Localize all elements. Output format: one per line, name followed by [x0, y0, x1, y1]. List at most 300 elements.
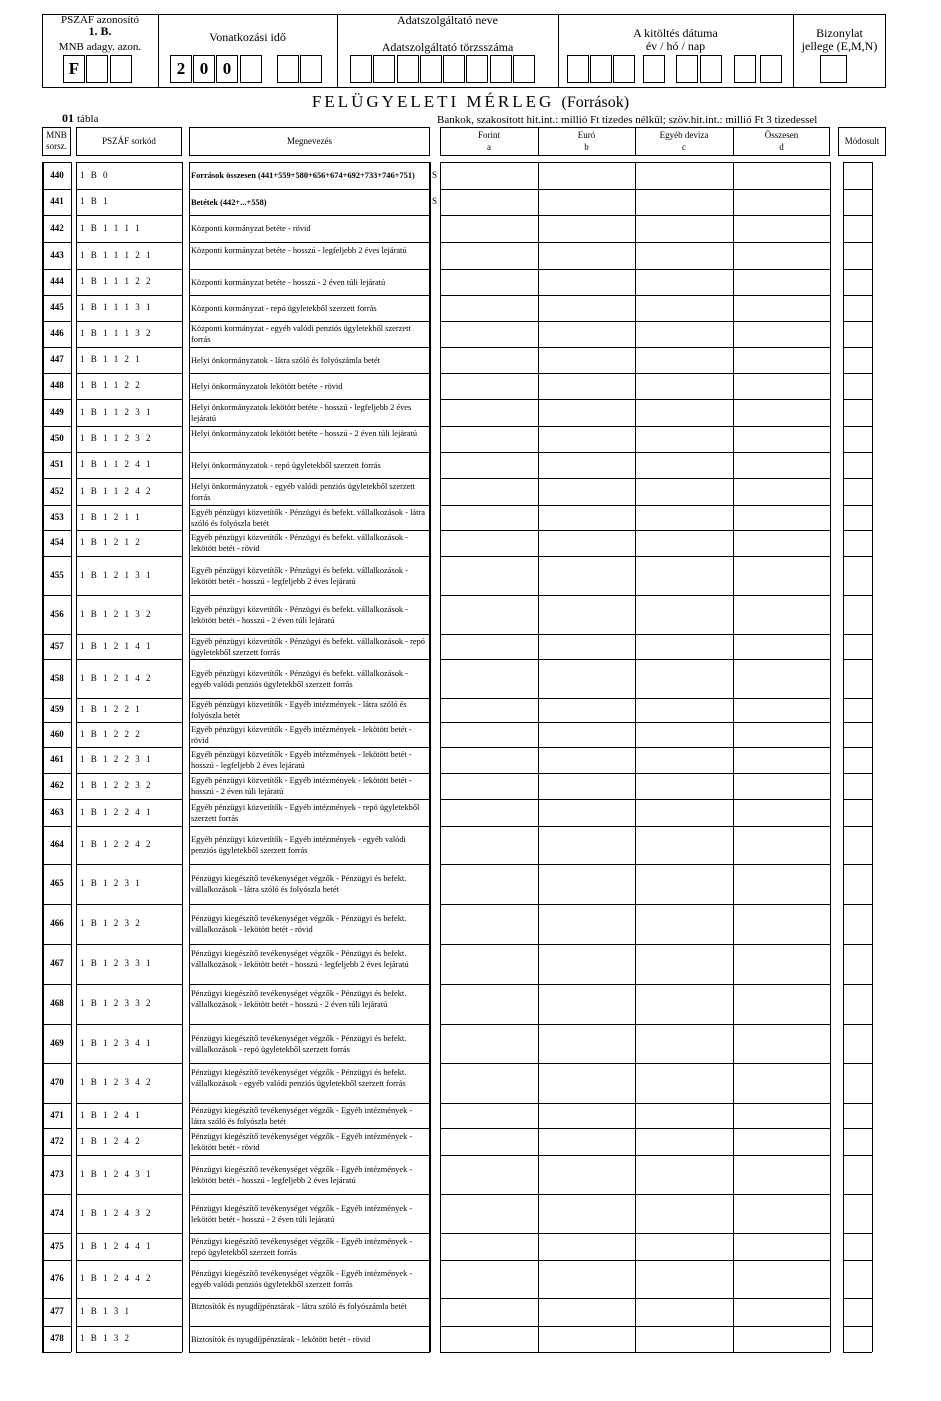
row-mnb-number: 457 — [50, 640, 64, 651]
provider-reg-cell[interactable] — [443, 55, 465, 83]
euro-cell[interactable] — [539, 865, 635, 904]
other-currency-cell[interactable] — [636, 945, 733, 984]
row-mnb-number: 478 — [50, 1333, 64, 1343]
total-cell[interactable] — [734, 163, 830, 189]
euro-cell[interactable] — [539, 774, 635, 799]
forint-cell[interactable] — [441, 1234, 538, 1260]
euro-cell[interactable] — [539, 1327, 635, 1352]
row-border — [189, 773, 430, 774]
total-cell[interactable] — [734, 774, 830, 799]
forint-cell[interactable] — [441, 985, 538, 1024]
row-pszaf-code: 1 B 1 2 4 3 2 — [80, 1207, 153, 1218]
other-currency-cell[interactable] — [636, 596, 733, 634]
other-currency-cell[interactable] — [636, 1327, 733, 1352]
column-border — [429, 162, 430, 1352]
fill-date-cell[interactable] — [700, 55, 722, 83]
other-currency-cell[interactable] — [636, 865, 733, 904]
modified-cell[interactable] — [844, 1327, 872, 1352]
modified-cell[interactable] — [844, 699, 872, 722]
row-pszaf-code: 1 B 1 2 4 2 — [80, 1135, 142, 1146]
forint-cell[interactable] — [441, 400, 538, 426]
other-currency-cell[interactable] — [636, 723, 733, 747]
euro-cell[interactable] — [539, 1195, 635, 1233]
modified-cell[interactable] — [844, 1234, 872, 1260]
other-currency-cell[interactable] — [636, 1299, 733, 1326]
row-pszaf-code: 1 B 1 2 1 4 2 — [80, 672, 153, 683]
total-cell[interactable] — [734, 699, 830, 722]
modified-cell[interactable] — [844, 190, 872, 215]
other-currency-cell[interactable] — [636, 270, 733, 295]
forint-cell[interactable] — [441, 270, 538, 295]
row-border — [42, 984, 71, 985]
row-border — [76, 295, 182, 296]
row-border — [189, 556, 430, 557]
total-cell[interactable] — [734, 1025, 830, 1063]
total-cell[interactable] — [734, 216, 830, 242]
total-cell[interactable] — [734, 748, 830, 773]
row-border — [42, 1260, 71, 1261]
euro-cell[interactable] — [539, 596, 635, 634]
total-cell[interactable] — [734, 479, 830, 505]
euro-cell[interactable] — [539, 1025, 635, 1063]
modified-cell[interactable] — [844, 596, 872, 634]
other-currency-cell[interactable] — [636, 800, 733, 826]
row-border — [189, 984, 430, 985]
other-currency-cell[interactable] — [636, 1195, 733, 1233]
other-currency-cell[interactable] — [636, 985, 733, 1024]
forint-cell[interactable] — [441, 1064, 538, 1103]
row-description: Pénzügyi kiegészítő tevékenységet végzők - Egyéb intézmények - látra szóló és folyószla betét — [191, 1105, 413, 1126]
euro-cell[interactable] — [539, 699, 635, 722]
column-border — [830, 162, 831, 1352]
unit-note: Bankok, szakosított hit.int.: millió Ft tizedes nélkül; szöv.hit.int.: millió Ft 3 tizedessel — [437, 114, 818, 126]
modified-cell[interactable] — [844, 748, 872, 773]
modified-cell[interactable] — [844, 322, 872, 347]
euro-cell[interactable] — [539, 163, 635, 189]
other-currency-cell[interactable] — [636, 827, 733, 864]
forint-cell[interactable] — [441, 660, 538, 698]
other-currency-cell[interactable] — [636, 635, 733, 659]
forint-cell[interactable] — [441, 1104, 538, 1128]
total-cell[interactable] — [734, 190, 830, 215]
other-currency-cell[interactable] — [636, 531, 733, 556]
euro-cell[interactable] — [539, 190, 635, 215]
col-header-euro-label: Euró — [577, 130, 596, 140]
euro-cell[interactable] — [539, 635, 635, 659]
provider-reg-cell[interactable] — [397, 55, 419, 83]
doc-type-cell[interactable] — [820, 55, 847, 83]
forint-cell[interactable] — [441, 1261, 538, 1298]
other-currency-cell[interactable] — [636, 1156, 733, 1194]
forint-cell[interactable] — [441, 774, 538, 799]
forint-cell[interactable] — [441, 1299, 538, 1326]
euro-cell[interactable] — [539, 1234, 635, 1260]
column-border — [430, 162, 431, 1352]
modified-cell[interactable] — [844, 531, 872, 556]
col-header-mnb: MNB sorsz. — [42, 127, 71, 156]
row-border — [42, 162, 71, 163]
row-pszaf-code: 1 B 1 2 3 2 — [80, 918, 142, 928]
other-currency-cell[interactable] — [636, 216, 733, 242]
forint-cell[interactable] — [441, 865, 538, 904]
row-pszaf-code: 1 B 1 3 2 — [80, 1333, 132, 1343]
modified-cell[interactable] — [844, 1195, 872, 1233]
other-currency-cell[interactable] — [636, 1104, 733, 1128]
total-cell[interactable] — [734, 557, 830, 595]
other-currency-cell[interactable] — [636, 243, 733, 269]
col-header-total — [733, 129, 830, 153]
other-currency-cell[interactable] — [636, 660, 733, 698]
forint-cell[interactable] — [441, 827, 538, 864]
modified-cell[interactable] — [844, 827, 872, 864]
modified-cell[interactable] — [844, 453, 872, 478]
forint-cell[interactable] — [441, 531, 538, 556]
modified-cell[interactable] — [844, 774, 872, 799]
total-cell[interactable] — [734, 865, 830, 904]
row-pszaf-code: 1 B 1 2 3 3 2 — [80, 998, 153, 1008]
euro-cell[interactable] — [539, 322, 635, 347]
total-cell[interactable] — [734, 905, 830, 944]
row-pszaf-code: 1 B 1 1 1 2 2 — [80, 276, 153, 286]
col-header-euro-sub: b — [584, 142, 589, 152]
row-border — [42, 1063, 71, 1064]
fill-date-cell[interactable] — [567, 55, 589, 83]
other-currency-cell[interactable] — [636, 322, 733, 347]
forint-cell[interactable] — [441, 296, 538, 321]
row-border — [76, 1260, 182, 1261]
forint-cell[interactable] — [441, 243, 538, 269]
mnb-id-cell[interactable] — [110, 55, 132, 83]
row-pszaf-code: 1 B 1 1 2 2 — [80, 380, 142, 390]
modified-cell[interactable] — [844, 1104, 872, 1128]
total-cell[interactable] — [734, 1129, 830, 1155]
euro-cell[interactable] — [539, 985, 635, 1024]
row-description: Biztosítók és nyugdíjpénztárak - lekötött betét - rövid — [191, 1334, 371, 1344]
euro-cell[interactable] — [539, 1104, 635, 1128]
row-mnb-number: 468 — [50, 998, 64, 1008]
euro-cell[interactable] — [539, 1261, 635, 1298]
modified-cell[interactable] — [844, 1129, 872, 1155]
euro-cell[interactable] — [539, 945, 635, 984]
row-mnb-number: 442 — [50, 222, 64, 233]
col-header-total-label: Összesen — [764, 130, 799, 140]
modified-cell[interactable] — [844, 296, 872, 321]
forint-cell[interactable] — [441, 1156, 538, 1194]
other-currency-cell[interactable] — [636, 479, 733, 505]
row-border — [76, 773, 182, 774]
row-mnb-number: 443 — [50, 249, 64, 260]
forint-cell[interactable] — [441, 596, 538, 634]
row-description: Pénzügyi kiegészítő tevékenységet végzők - Pénzügyi és befekt. vállalkozások - lekötött betét - rövid — [191, 914, 407, 934]
row-border — [76, 698, 182, 699]
row-border — [189, 1260, 430, 1261]
forint-cell[interactable] — [441, 723, 538, 747]
fill-date-cell[interactable] — [590, 55, 612, 83]
other-currency-cell[interactable] — [636, 348, 733, 373]
modified-cell[interactable] — [844, 905, 872, 944]
forint-cell[interactable] — [441, 800, 538, 826]
row-border — [42, 452, 71, 453]
forint-cell[interactable] — [441, 453, 538, 478]
forint-cell[interactable] — [441, 748, 538, 773]
modified-cell[interactable] — [844, 635, 872, 659]
modified-cell[interactable] — [844, 427, 872, 452]
total-cell[interactable] — [734, 723, 830, 747]
modified-cell[interactable] — [844, 400, 872, 426]
forint-cell[interactable] — [441, 557, 538, 595]
row-border — [76, 595, 182, 596]
euro-cell[interactable] — [539, 748, 635, 773]
other-currency-cell[interactable] — [636, 1129, 733, 1155]
row-description: Pénzügyi kiegészítő tevékenységet végzők - Pénzügyi és befekt. vállalkozások - lekötött betét - hosszú - legfeljebb 2 éves lejáratú — [191, 948, 409, 969]
other-currency-cell[interactable] — [636, 1025, 733, 1063]
row-description: Pénzügyi kiegészítő tevékenységet végzők - Egyéb intézmények - egyéb valódi penziós ügyletekből szerzett forrás — [191, 1269, 413, 1289]
total-cell[interactable] — [734, 1195, 830, 1233]
euro-cell[interactable] — [539, 427, 635, 452]
row-description: Helyi önkormányzatok - látra szóló és folyószámla betét — [191, 355, 381, 365]
period-digit-1[interactable]: 2 — [170, 55, 192, 83]
modified-cell[interactable] — [844, 723, 872, 747]
fill-date-sub: év / hó / nap — [645, 39, 706, 53]
modified-cell[interactable] — [844, 985, 872, 1024]
forint-cell[interactable] — [441, 699, 538, 722]
period-digit-4[interactable] — [240, 55, 262, 83]
euro-cell[interactable] — [539, 400, 635, 426]
modified-cell[interactable] — [844, 348, 872, 373]
euro-cell[interactable] — [539, 374, 635, 399]
row-mnb-number: 445 — [50, 302, 64, 312]
row-description: Helyi önkormányzatok - egyéb valódi penziós ügyletekből szerzett forrás — [191, 481, 415, 502]
row-border — [42, 634, 71, 635]
total-cell[interactable] — [734, 1104, 830, 1128]
forint-cell[interactable] — [441, 905, 538, 944]
row-border — [76, 452, 182, 453]
modified-cell[interactable] — [844, 800, 872, 826]
provider-reg-cell[interactable] — [513, 55, 535, 83]
modified-cell[interactable] — [844, 506, 872, 530]
forint-cell[interactable] — [441, 635, 538, 659]
mnb-id-cell[interactable]: F — [63, 55, 85, 83]
forint-cell[interactable] — [441, 1195, 538, 1233]
other-currency-cell[interactable] — [636, 427, 733, 452]
fill-date-cell[interactable] — [643, 55, 665, 83]
modified-cell[interactable] — [844, 1025, 872, 1063]
forint-cell[interactable] — [441, 374, 538, 399]
doc-type-label: Bizonylat — [816, 26, 863, 40]
modified-cell[interactable] — [844, 243, 872, 269]
total-cell[interactable] — [734, 296, 830, 321]
row-border — [42, 698, 71, 699]
forint-cell[interactable] — [441, 163, 538, 189]
row-border — [189, 1326, 430, 1327]
euro-cell[interactable] — [539, 531, 635, 556]
euro-cell[interactable] — [539, 453, 635, 478]
col-header-divider — [538, 127, 539, 156]
euro-cell[interactable] — [539, 216, 635, 242]
other-currency-cell[interactable] — [636, 163, 733, 189]
forint-cell[interactable] — [441, 348, 538, 373]
modified-cell[interactable] — [844, 374, 872, 399]
euro-cell[interactable] — [539, 243, 635, 269]
forint-cell[interactable] — [441, 945, 538, 984]
modified-cell[interactable] — [844, 1299, 872, 1326]
total-cell[interactable] — [734, 427, 830, 452]
modified-cell[interactable] — [844, 270, 872, 295]
total-cell[interactable] — [734, 1064, 830, 1103]
total-cell[interactable] — [734, 1327, 830, 1352]
euro-cell[interactable] — [539, 905, 635, 944]
other-currency-cell[interactable] — [636, 1064, 733, 1103]
other-currency-cell[interactable] — [636, 748, 733, 773]
euro-cell[interactable] — [539, 723, 635, 747]
forint-cell[interactable] — [441, 479, 538, 505]
fill-date-cell[interactable] — [676, 55, 698, 83]
modified-cell[interactable] — [844, 1261, 872, 1298]
row-border — [76, 1103, 182, 1104]
provider-name-label: Adatszolgáltató neve — [397, 13, 498, 27]
modified-cell[interactable] — [844, 557, 872, 595]
total-cell[interactable] — [734, 1234, 830, 1260]
header-divider — [158, 14, 159, 88]
total-cell[interactable] — [734, 243, 830, 269]
euro-cell[interactable] — [539, 557, 635, 595]
period-digit-6[interactable] — [300, 55, 322, 83]
total-cell[interactable] — [734, 635, 830, 659]
row-pszaf-code: 1 B 1 2 4 4 1 — [80, 1240, 153, 1251]
total-cell[interactable] — [734, 1299, 830, 1326]
total-cell[interactable] — [734, 827, 830, 864]
total-cell[interactable] — [734, 1261, 830, 1298]
provider-reg-cell[interactable] — [420, 55, 442, 83]
other-currency-cell[interactable] — [636, 374, 733, 399]
row-border — [42, 1155, 71, 1156]
other-currency-cell[interactable] — [636, 557, 733, 595]
other-currency-cell[interactable] — [636, 699, 733, 722]
total-cell[interactable] — [734, 322, 830, 347]
row-border — [42, 242, 71, 243]
row-border — [42, 659, 71, 660]
forint-cell[interactable] — [441, 1025, 538, 1063]
other-currency-cell[interactable] — [636, 506, 733, 530]
euro-cell[interactable] — [539, 660, 635, 698]
euro-cell[interactable] — [539, 1156, 635, 1194]
total-cell[interactable] — [734, 945, 830, 984]
row-border — [76, 242, 182, 243]
modified-cell[interactable] — [844, 865, 872, 904]
row-mnb-number: 469 — [50, 1037, 64, 1048]
row-border — [76, 984, 182, 985]
row-description: Egyéb pénzügyi közvetítők - Pénzügyi és befekt. vállalkozások - lekötött betét - rövid — [191, 533, 408, 553]
forint-cell[interactable] — [441, 1327, 538, 1352]
total-cell[interactable] — [734, 985, 830, 1024]
other-currency-cell[interactable] — [636, 1234, 733, 1260]
modified-cell[interactable] — [844, 163, 872, 189]
modified-cell[interactable] — [844, 660, 872, 698]
row-border — [76, 904, 182, 905]
euro-cell[interactable] — [539, 1064, 635, 1103]
forint-cell[interactable] — [441, 216, 538, 242]
period-digit-5[interactable] — [277, 55, 299, 83]
row-description: Egyéb pénzügyi közvetítők - Egyéb intézmények - látra szóló és folyószla betét — [191, 700, 407, 720]
row-border — [843, 1352, 872, 1353]
euro-cell[interactable] — [539, 270, 635, 295]
total-cell[interactable] — [734, 506, 830, 530]
euro-cell[interactable] — [539, 1299, 635, 1326]
euro-cell[interactable] — [539, 827, 635, 864]
total-cell[interactable] — [734, 453, 830, 478]
provider-reg-cell[interactable] — [350, 55, 372, 83]
fill-date-cell[interactable] — [760, 55, 782, 83]
forint-cell[interactable] — [441, 427, 538, 452]
forint-cell[interactable] — [441, 506, 538, 530]
row-border — [42, 864, 71, 865]
fill-date-cell[interactable] — [734, 55, 756, 83]
other-currency-cell[interactable] — [636, 453, 733, 478]
total-cell[interactable] — [734, 270, 830, 295]
forint-cell[interactable] — [441, 190, 538, 215]
other-currency-cell[interactable] — [636, 296, 733, 321]
total-cell[interactable] — [734, 348, 830, 373]
period-digit-3[interactable]: 0 — [216, 55, 238, 83]
row-pszaf-code: 1 B 1 1 2 4 1 — [80, 459, 153, 469]
modified-cell[interactable] — [844, 1064, 872, 1103]
row-pszaf-code: 1 B 1 2 2 3 2 — [80, 780, 153, 790]
euro-cell[interactable] — [539, 506, 635, 530]
modified-cell[interactable] — [844, 1156, 872, 1194]
row-border — [76, 478, 182, 479]
row-mnb-number: 466 — [50, 918, 64, 928]
provider-reg-cell[interactable] — [373, 55, 395, 83]
other-currency-cell[interactable] — [636, 905, 733, 944]
total-cell[interactable] — [734, 1156, 830, 1194]
col-header-divider — [733, 127, 734, 156]
other-currency-cell[interactable] — [636, 1261, 733, 1298]
total-cell[interactable] — [734, 596, 830, 634]
euro-cell[interactable] — [539, 800, 635, 826]
provider-reg-cell[interactable] — [490, 55, 512, 83]
provider-reg-cell[interactable] — [466, 55, 488, 83]
other-currency-cell[interactable] — [636, 400, 733, 426]
row-border — [42, 399, 71, 400]
period-digit-2[interactable]: 0 — [193, 55, 215, 83]
euro-cell[interactable] — [539, 348, 635, 373]
total-cell[interactable] — [734, 800, 830, 826]
forint-cell[interactable] — [441, 322, 538, 347]
other-currency-cell[interactable] — [636, 774, 733, 799]
euro-cell[interactable] — [539, 1129, 635, 1155]
total-cell[interactable] — [734, 400, 830, 426]
modified-cell[interactable] — [844, 216, 872, 242]
mnb-id-cell[interactable] — [86, 55, 108, 83]
row-mnb-number: 455 — [50, 569, 64, 580]
forint-cell[interactable] — [441, 1129, 538, 1155]
row-border — [42, 347, 71, 348]
other-currency-cell[interactable] — [636, 190, 733, 215]
total-cell[interactable] — [734, 531, 830, 556]
modified-cell[interactable] — [844, 479, 872, 505]
modified-cell[interactable] — [844, 945, 872, 984]
euro-cell[interactable] — [539, 296, 635, 321]
total-cell[interactable] — [734, 660, 830, 698]
column-border — [872, 162, 873, 1352]
total-cell[interactable] — [734, 374, 830, 399]
row-pszaf-code: 1 B 1 1 1 3 1 — [80, 302, 153, 312]
euro-cell[interactable] — [539, 479, 635, 505]
fill-date-cell[interactable] — [613, 55, 635, 83]
row-pszaf-code: 1 B 1 2 3 4 2 — [80, 1077, 153, 1087]
row-mnb-number: 450 — [50, 433, 64, 443]
col-header-name: Megnevezés — [189, 127, 430, 156]
